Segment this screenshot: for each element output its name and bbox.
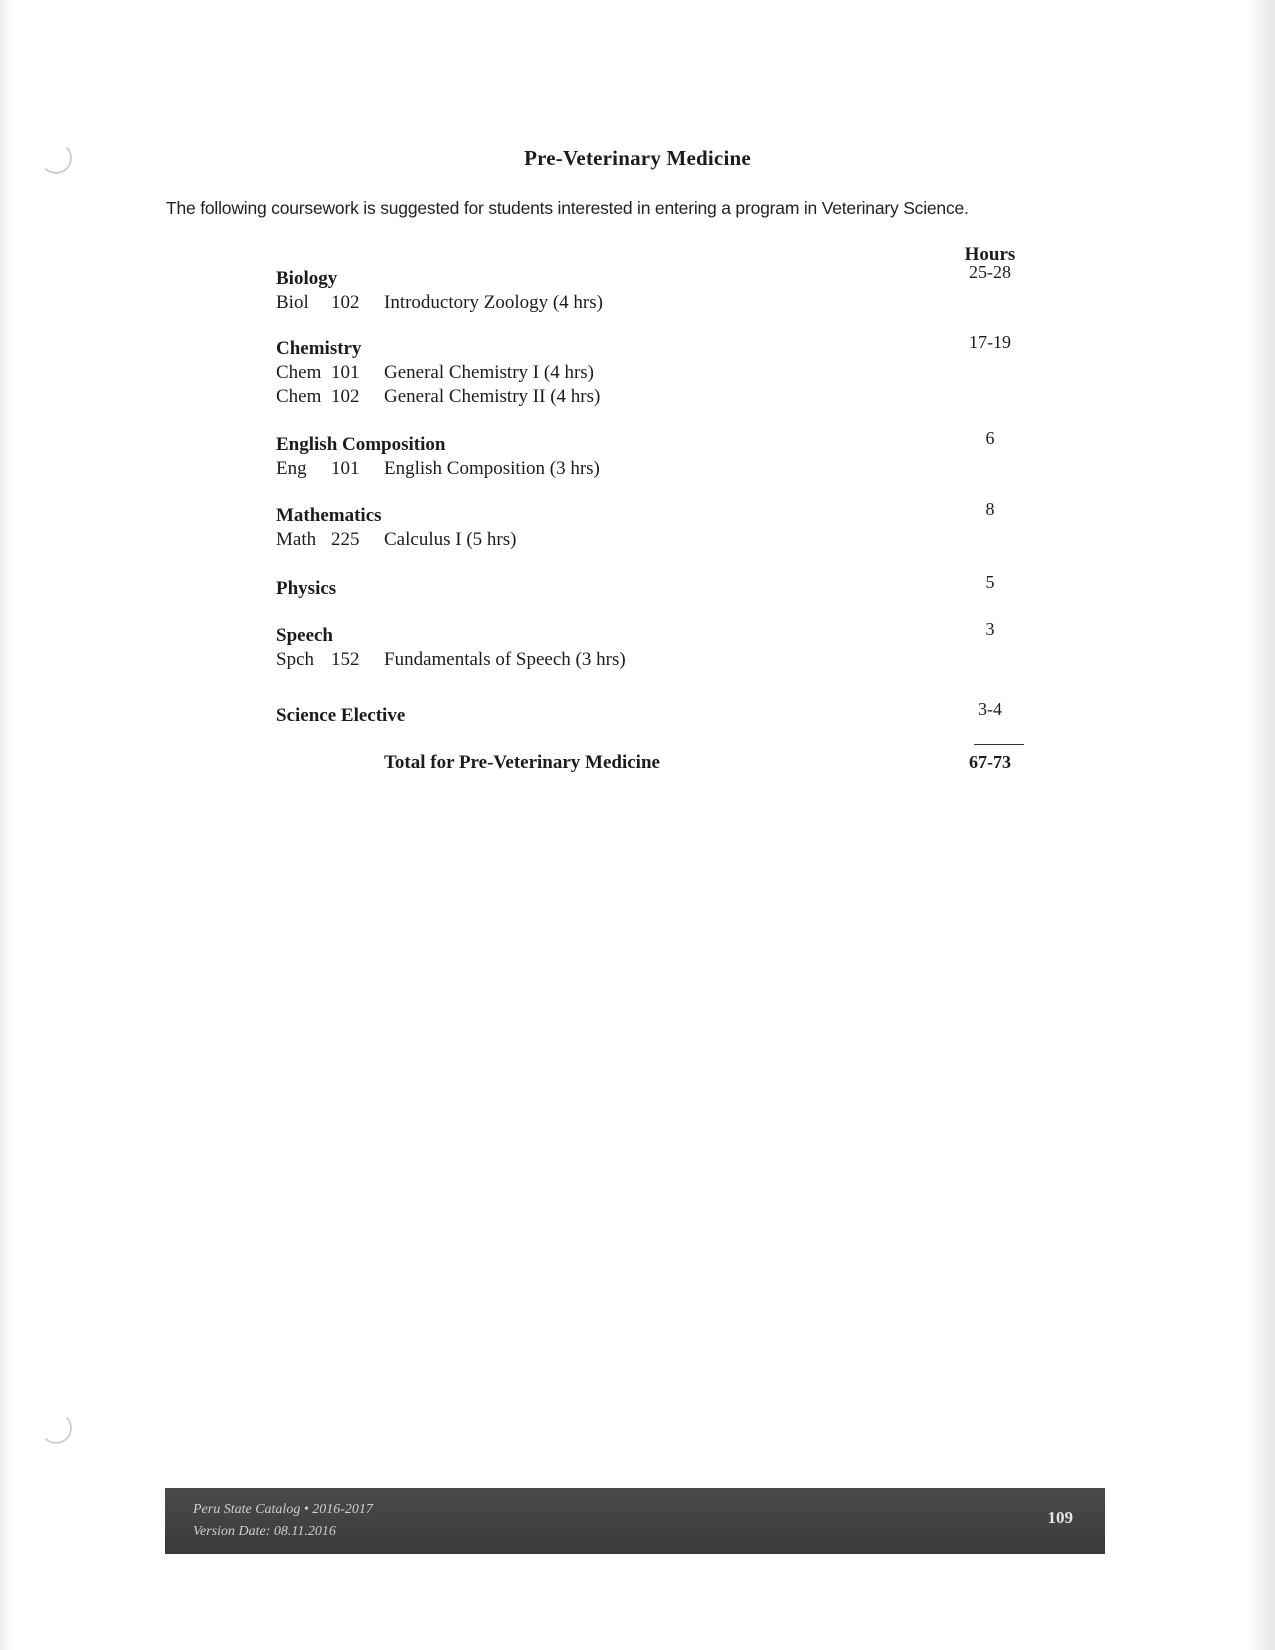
section-hours: 25-28 <box>969 262 1011 282</box>
course-name: Fundamentals of Speech (3 hrs) <box>384 649 626 670</box>
course-name: Introductory Zoology (4 hrs) <box>384 292 603 313</box>
page-title: Pre-Veterinary Medicine <box>524 146 751 170</box>
total-rule <box>974 744 1024 745</box>
page-edge-left <box>0 0 12 1650</box>
section-title: Mathematics <box>276 505 382 526</box>
course-row <box>276 362 1025 386</box>
section-hours: 8 <box>985 499 995 519</box>
course-name: Calculus I (5 hrs) <box>384 529 517 550</box>
footer-bar <box>165 1488 1105 1554</box>
course-row <box>276 529 1025 553</box>
section-title: Science Elective <box>276 705 406 726</box>
section-chemistry <box>276 332 1025 410</box>
section-title: English Composition <box>276 434 446 455</box>
section-science-elective <box>276 699 1025 729</box>
course-dept: Math <box>276 529 317 550</box>
hours-column-header: Hours <box>964 244 1016 265</box>
course-dept: Biol <box>276 292 309 313</box>
page-edge-right <box>1247 0 1275 1650</box>
section-biology <box>276 262 1025 316</box>
course-row <box>276 386 1025 410</box>
page-number: 109 <box>1047 1508 1073 1527</box>
course-number: 102 <box>331 386 360 407</box>
course-number: 102 <box>331 292 360 313</box>
section-hours: 17-19 <box>969 332 1011 352</box>
section-hours: 6 <box>985 428 995 448</box>
course-number: 152 <box>331 649 360 670</box>
course-row <box>276 649 1025 673</box>
total-value: 67-73 <box>969 752 1011 772</box>
total-label: Total for Pre-Veterinary Medicine <box>384 752 660 773</box>
intro-text: The following coursework is suggested for students interested in entering a program in Veterinary Science. <box>166 198 969 218</box>
section-hours: 5 <box>985 572 995 592</box>
course-name: General Chemistry II (4 hrs) <box>384 386 601 407</box>
section-title: Physics <box>276 578 337 599</box>
section-english-composition <box>276 428 1025 482</box>
section-title: Chemistry <box>276 338 362 359</box>
section-mathematics <box>276 499 1025 553</box>
section-hours: 3-4 <box>978 699 1002 719</box>
binding-mark-bottom <box>40 1412 72 1444</box>
footer-catalog: Peru State Catalog • 2016-2017 <box>193 1502 373 1517</box>
section-title: Speech <box>276 625 333 646</box>
course-number: 101 <box>331 362 360 383</box>
course-dept: Spch <box>276 649 314 670</box>
section-speech <box>276 619 1025 673</box>
section-physics <box>276 572 1025 602</box>
course-dept: Eng <box>276 458 307 479</box>
course-name: General Chemistry I (4 hrs) <box>384 362 594 383</box>
course-row <box>276 458 1025 482</box>
course-row <box>276 292 1025 316</box>
course-dept: Chem <box>276 362 322 383</box>
course-number: 225 <box>331 529 360 550</box>
course-name: English Composition (3 hrs) <box>384 458 600 479</box>
section-title: Biology <box>276 268 338 289</box>
section-hours: 3 <box>985 619 995 639</box>
course-dept: Chem <box>276 386 322 407</box>
footer-version: Version Date: 08.11.2016 <box>193 1524 336 1539</box>
course-number: 101 <box>331 458 360 479</box>
